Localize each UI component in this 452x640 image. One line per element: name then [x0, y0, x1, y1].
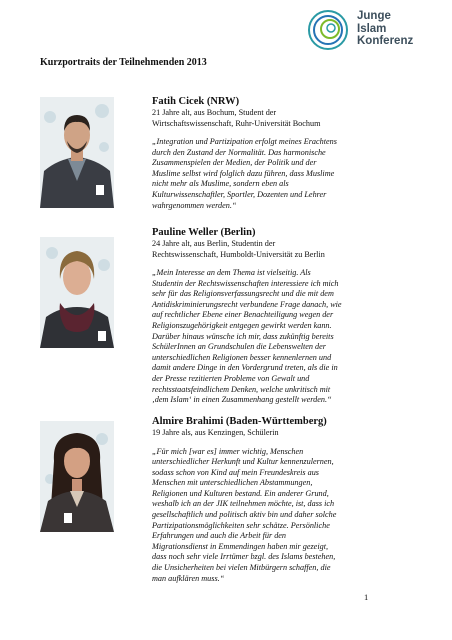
- quote-line: gesellschaftlich und politisch aktiv bin und daher solche: [152, 510, 337, 520]
- quote-line: „Für mich [war es] immer wichtig, Menschen: [152, 446, 304, 456]
- quote-line: „Mein Interesse an dem Thema ist vielseitig. Als: [152, 268, 311, 277]
- bio-line: 21 Jahre alt, aus Bochum, Student der: [152, 108, 277, 117]
- logo-line-1: Junge: [357, 10, 391, 22]
- quote-line: sodass schon von Kind auf mein Freundeskreis aus: [152, 467, 319, 477]
- quote-line: durch den Zustand der Normalität. Das harmonische: [152, 147, 326, 157]
- quote-line: Antidiskriminierungsrecht verbundene Frage danach, wie: [152, 299, 342, 309]
- logo-circles-icon: [306, 8, 354, 56]
- quote-line: Kulturwissenschaftler, Sportler, Dozenten und Lehrer: [152, 189, 327, 199]
- quote-line: Partizipationsmöglichkeiten sehr schätze. Persönliche: [152, 520, 330, 530]
- portrait-photo-fatih: [40, 97, 114, 208]
- participant-quote: [152, 137, 392, 211]
- participant-quote: [152, 268, 392, 406]
- quote-line: auf rechtlicher Ebene einer Benachteiligung wegen der: [152, 310, 334, 320]
- quote-line: sehr für das Religionsverfassungsrecht und die mit dem: [152, 289, 334, 299]
- quote-line: man aufklären muss.“: [152, 573, 225, 583]
- quote-line: die Unsicherheiten bei vielen Mitbürgern schaffen, die: [152, 563, 331, 573]
- bio-line: 19 Jahre als, aus Kenzingen, Schülerin: [152, 428, 279, 437]
- quote-line: nicht mehr als Muslime, sondern eben als: [152, 179, 289, 189]
- junge-islam-konferenz-logo: [306, 8, 446, 58]
- participant-name: Pauline Weller (Berlin): [152, 227, 256, 238]
- quote-line: unterschiedlichen Religionen besser kennenlernen und: [152, 352, 332, 362]
- participant-quote: [152, 447, 392, 585]
- logo-line-2: Islam: [357, 22, 387, 35]
- quote-line: der Presse rezitierten Probleme von Gewalt und: [152, 373, 310, 383]
- quote-line: „Integration und Partizipation erfolgt meines Erachtens: [152, 137, 337, 146]
- quote-line: Menschen mit unterschiedlichen Abstammungen,: [152, 478, 313, 488]
- document-title: Kurzportraits der Teilnehmenden 2013: [40, 57, 207, 68]
- participant-name: Almire Brahimi (Baden-Württemberg): [152, 416, 327, 427]
- quote-line: Religionen und Kulturen bestand. Ein anderer Grund,: [152, 488, 329, 498]
- quote-line: dass noch sehr viele Irrtümer bzgl. des Islams bestehen,: [152, 552, 336, 562]
- bio-line: Wirtschaftswissenschaft, Ruhr-Universität Bochum: [152, 118, 321, 128]
- quote-line: Muslime selbst wird folglich dazu führen, dass Muslime: [152, 168, 335, 178]
- quote-line: rechtsstaatsfeindlichem Denken, welche unkritisch mit: [152, 384, 331, 394]
- quote-line: Migrationsdienst in Emmendingen haben mir gezeigt,: [152, 541, 329, 551]
- portrait-entry-pauline: [152, 226, 392, 406]
- participant-bio: [152, 108, 392, 129]
- quote-line: Studentin der Rechtswissenschaften interessiere ich mich: [152, 278, 339, 288]
- quote-line: wahrgenommen werden.“: [152, 200, 237, 210]
- logo-text: [357, 10, 413, 48]
- portrait-photo-almire: [40, 421, 114, 532]
- quote-line: ‚dem Islam‘ in einen Zusammenhang gestellt werden.“: [152, 395, 332, 405]
- quote-line: Zusammenspielen der Medien, der Politik und der: [152, 158, 317, 168]
- portrait-entry-almire: [152, 415, 392, 584]
- participant-bio: [152, 428, 392, 439]
- quote-line: Darüber hinaus wünsche ich mir, dass zukünftig bereits: [152, 331, 334, 341]
- participant-name: Fatih Cicek (NRW): [152, 96, 240, 107]
- quote-line: weshalb ich an der JIK teilnehmen möchte, ist, dass ich: [152, 499, 335, 509]
- quote-line: Religionszugehörigkeit entgegen gewirkt werden kann.: [152, 320, 332, 330]
- quote-line: unterschiedlicher Herkunft und Kultur kennenzulernen,: [152, 457, 334, 467]
- participant-bio: [152, 239, 392, 260]
- portrait-photo-pauline: [40, 237, 114, 348]
- bio-line: 24 Jahre alt, aus Berlin, Studentin der: [152, 239, 276, 248]
- quote-line: damit andere Dinge in den Vordergrund treten, als die in: [152, 363, 338, 373]
- page-number: 1: [364, 592, 369, 602]
- quote-line: SchülerInnen an Grundschulen die Lebenswelten der: [152, 342, 326, 352]
- quote-line: Erfahrungen und auch die Arbeit für den: [152, 531, 287, 541]
- bio-line: Rechtswissenschaft, Humboldt-Universität zu Berlin: [152, 249, 325, 259]
- portrait-entry-fatih: [152, 95, 392, 211]
- logo-line-3: Konferenz: [357, 35, 414, 47]
